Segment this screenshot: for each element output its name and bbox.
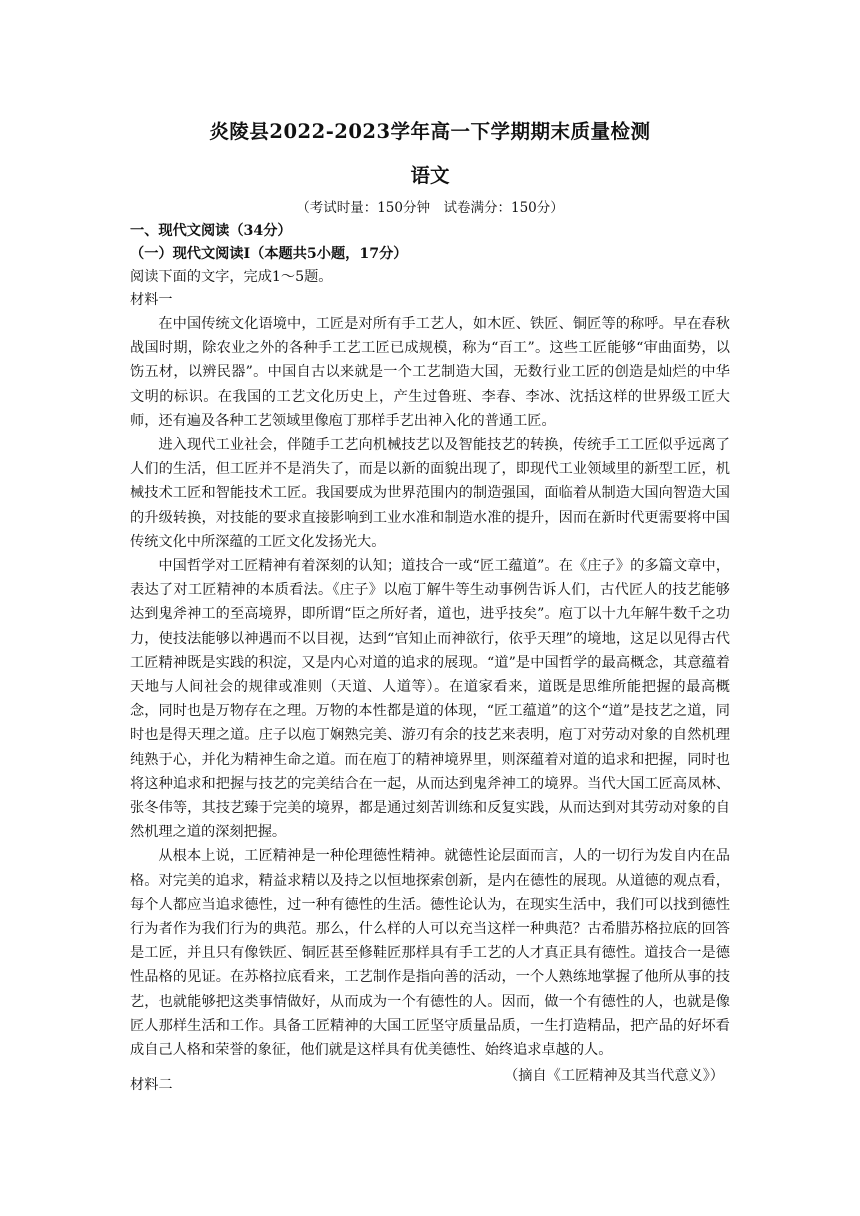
exam-info: （考试时量：150分钟 试卷满分：150分） [296, 200, 564, 216]
material-one-label: 材料一 [130, 292, 173, 308]
reading-instruction: 阅读下面的文字，完成1～5题。 [130, 269, 333, 285]
material-two-label: 材料二 [130, 1077, 173, 1093]
exam-title: 炎陵县2022-2023学年高一下学期期末质量检测 [209, 120, 651, 143]
material-one-source: （摘自《工匠精神及其当代意义》） [504, 1068, 724, 1085]
subject-title: 语文 [410, 164, 450, 187]
material-one-paragraph-4: 从根本上说，工匠精神是一种伦理德性精神。就德性论层面而言，人的一切行为发自内在品格。对完美的追求，精益求精以及持之以恒地探索创新，是内在德性的展现。从道德的观点看，每个人都应当追求德性，过一种有德性的生活。德性论认为，在现实生活中，我们可以找到德性行为者作为我们行为的典范。那么，什么样的人可以充当这样一种典范？古希腊苏格拉底的回答是工匠，并且只有像铁匠、铜匠甚至修鞋匠那样具有手工艺的人才真正具有德性。道技合一是德性品格的见证。在苏格拉底看来，工艺制作是指向善的活动，一个人熟练地掌握了他所从事的技艺，也就能够把这类事情做好，从而成为一个有德性的人。因而，做一个有德性的人，也就是像匠人那样生活和工作。具备工匠精神的大国工匠坚守质量品质，一生打造精品，把产品的好坏看成自己人格和荣誉的象征，他们就是这样具有优美德性、始终追求卓越的人。 [130, 848, 730, 1059]
section-heading: 一、现代文阅读（34分） [130, 223, 292, 239]
material-one-paragraph-1: 在中国传统文化语境中，工匠是对所有手工艺人，如木匠、铁匠、铜匠等的称呼。早在春秋战国时期，除农业之外的各种手工艺工匠已成规模，称为“百工”。这些工匠能够“审曲面势，以饬五材，以辨民器”。中国自古以来就是一个工艺制造大国，无数行业工匠的创造是灿烂的中华文明的标识。在我国的工艺文化历史上，产生过鲁班、李春、李冰、沈括这样的世界级工匠大师，还有遍及各种工艺领域里像庖丁那样手艺出神入化的普通工匠。 [130, 316, 730, 429]
material-one-paragraph-3: 中国哲学对工匠精神有着深刻的认知；道技合一或“匠工蕴道”。在《庄子》的多篇文章中，表达了对工匠精神的本质看法。《庄子》以庖丁解牛等生动事例告诉人们，古代匠人的技艺能够达到鬼斧神工的至高境界，即所谓“臣之所好者，道也，进乎技矣”。庖丁以十九年解牛数千之功力，使技法能够以神遇而不以目视，达到“官知止而神欲行，依乎天理”的境地，这足以见得古代工匠精神既是实践的积淀，又是内心对道的追求的展现。“道”是中国哲学的最高概念，其意蕴着天地与人间社会的规律或准则（天道、人道等）。在道家看来，道既是思维所能把握的最高概念，同时也是万物存在之理。万物的本性都是道的体现，“匠工蕴道”的这个“道”是技艺之道，同时也是得天理之道。庄子以庖丁娴熟完美、游刃有余的技艺来表明，庖丁对劳动对象的自然机理纯熟于心，并化为精神生命之道。而在庖丁的精神境界里，则深蕴着对道的追求和把握，同时也将这种追求和把握与技艺的完美结合在一起，从而达到鬼斧神工的境界。当代大国工匠高凤林、张冬伟等，其技艺臻于完美的境界，都是通过刻苦训练和反复实践，从而达到对其劳动对象的自然机理之道的深刻把握。 [130, 558, 730, 841]
section-subheading: （一）现代文阅读Ⅰ（本题共5小题，17分） [130, 246, 408, 262]
exam-body [130, 220, 730, 1088]
material-one-paragraph-2: 进入现代工业社会，伴随手工艺向机械技艺以及智能技艺的转换，传统手工工匠似乎远离了人们的生活，但工匠并不是消失了，而是以新的面貌出现了，即现代工业领域里的新型工匠，机械技术工匠和智能技术工匠。我国要成为世界范围内的制造强国，面临着从制造大国向智造大国的升级转换，对技能的要求直接影响到工业水准和制造水准的提升，因而在新时代更需要将中国传统文化中所深蕴的工匠文化发扬光大。 [130, 437, 730, 550]
